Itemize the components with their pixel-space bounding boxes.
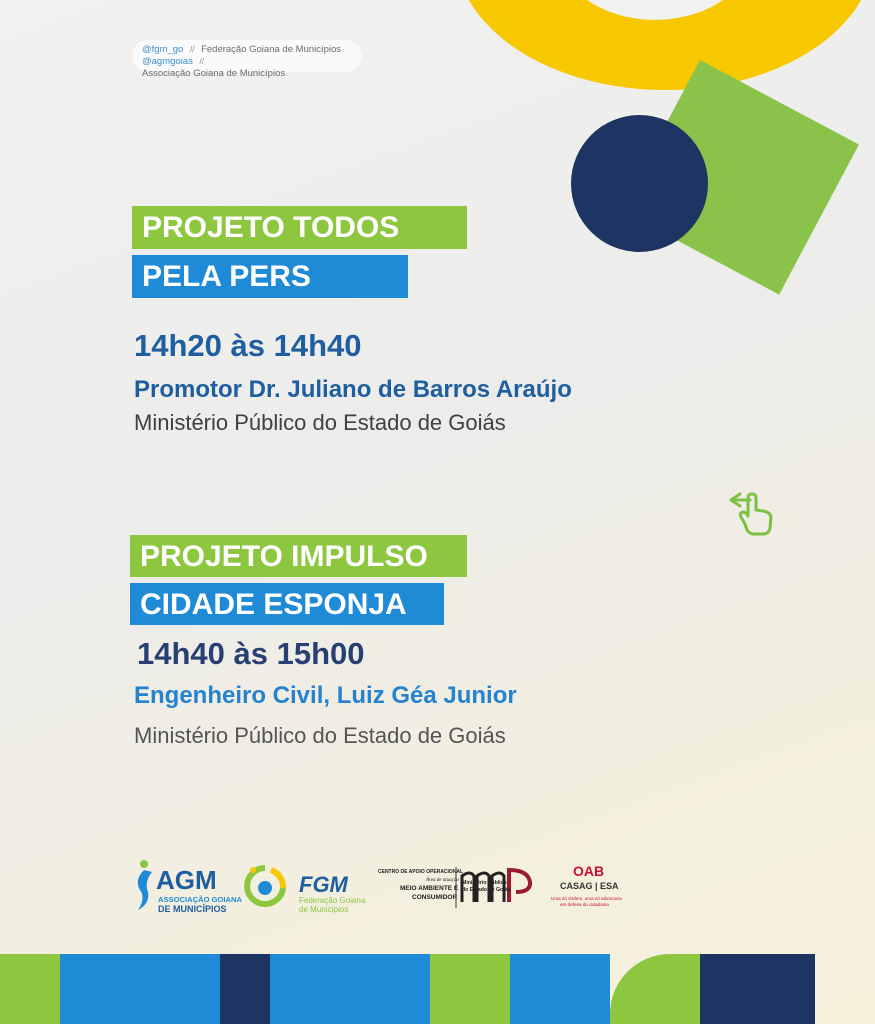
handle-account: @fgm_go [142,44,184,55]
fgm-logo [243,862,366,914]
handle-separator: // [199,57,204,66]
oab-short: OAB [573,863,605,879]
agm-logo [132,858,242,918]
fgm-short: FGM [299,872,348,897]
caop-mp-logo [378,862,543,912]
session2-organization: Ministério Público do Estado de Goiás [134,723,506,748]
handle-separator: // [189,45,195,54]
caop-line4: CONSUMIDOR [412,894,458,901]
handle-row-fgm [142,44,352,56]
session2-speaker: Engenheiro Civil, Luiz Géa Junior [134,682,517,709]
caop-line3: MEIO AMBIENTE E [400,885,459,892]
decorative-navy-circle [571,115,708,252]
handle-account: @agmgoias [142,56,193,67]
caop-line2: Área de atuação [426,878,459,883]
session2-title-line1: PROJETO IMPULSO [130,535,467,577]
session1-time: 14h20 às 14h40 [134,328,362,363]
oab-logo [551,862,621,917]
agm-line2: DE MUNICÍPIOS [158,904,227,914]
social-handles [132,40,362,79]
agm-figure-icon [138,860,152,910]
fgm-ring-icon [247,867,283,904]
agm-line1: ASSOCIAÇÃO GOIANA [158,895,242,904]
mp-line1: Ministério Público [462,880,507,886]
session1-title-line1: PROJETO TODOS [132,206,467,249]
oab-line3: em defesa da cidadania [560,902,609,907]
mp-line2: do Estado de Goiás [462,887,511,893]
fgm-line2: de Municípios [299,905,349,914]
handle-row-agm [142,56,352,80]
mp-emblem-icon [462,870,530,902]
decorative-bottom-stripe [0,954,815,1024]
session2-title-line2: CIDADE ESPONJA [130,583,444,625]
oab-line1: CASAG | ESA [560,881,619,891]
oab-line2: Uma só Ordem, uma só advocacia [551,896,622,901]
session1-title-line2: PELA PERS [132,255,408,298]
caop-line1: CENTRO DE APOIO OPERACIONAL [378,869,464,875]
session1-speaker: Promotor Dr. Juliano de Barros Araújo [134,376,572,403]
session1-organization: Ministério Público do Estado de Goiás [134,410,506,435]
agm-short: AGM [156,865,217,895]
handle-name: Associação Goiana de Municípios [142,68,286,79]
handle-name: Federação Goiana de Municípios [201,44,342,55]
session2-time: 14h40 às 15h00 [137,636,365,671]
fgm-line1: Federação Goiana [299,896,366,905]
swipe-left-hand-icon [728,490,778,536]
